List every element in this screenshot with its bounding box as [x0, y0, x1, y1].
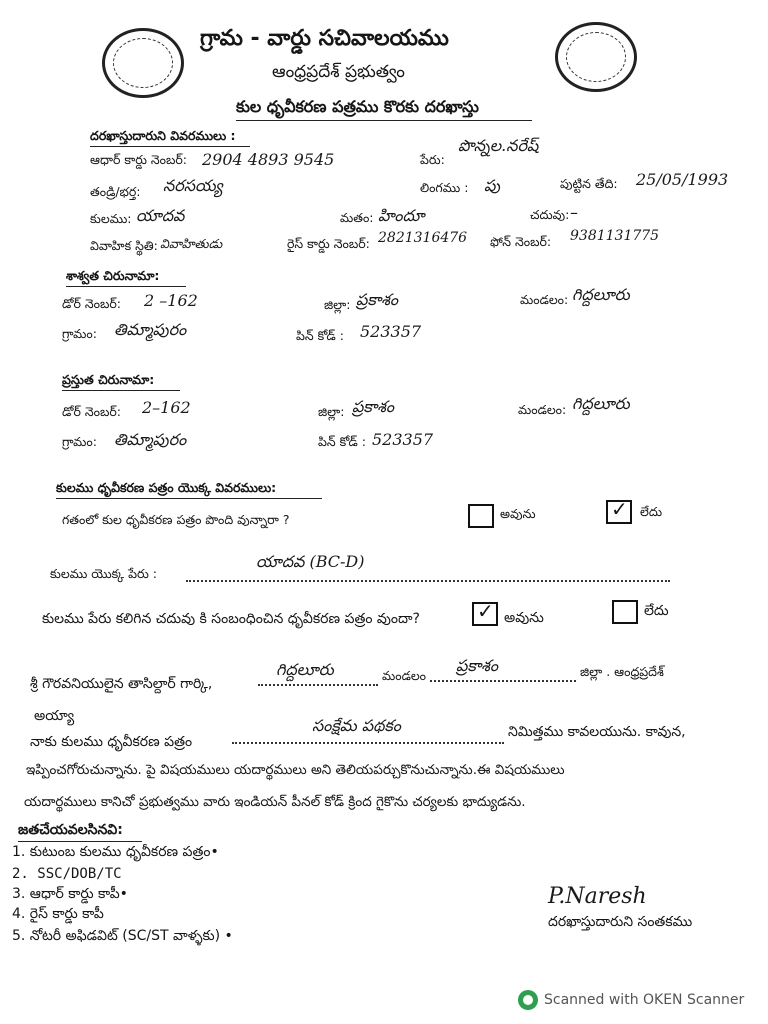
caste-name-label: కులము యొక్క పేరు : [50, 566, 157, 581]
addressee-mandal-dots [258, 684, 378, 686]
applicant-signature: P.Naresh [548, 884, 647, 909]
caste-label: కులము: [90, 211, 132, 226]
addressee-district-value: ప్రకాశం [456, 656, 499, 675]
caste-name-value: యాదవ (BC-D) [256, 552, 365, 571]
addressee-district-label: జిల్లా . ఆంధ్రప్రదేశ్ [580, 664, 664, 679]
permanent-village-label: గ్రామం: [62, 326, 97, 341]
attachment-item: 5. నోటరీ అఫిడవిట్ (SC/ST వాళ్ళకు) • [12, 928, 233, 944]
permanent-door-label: డోర్ నెంబర్: [62, 296, 121, 311]
aadhar-value: 2904 4893 9545 [202, 150, 335, 169]
present-mandal-label: మండలం: [518, 402, 567, 417]
purpose-dotted-line [232, 742, 504, 744]
marital-value: వివాహితుడు [160, 236, 223, 251]
attachments-heading-underline [18, 841, 142, 842]
permanent-pin-value: 523357 [360, 322, 422, 341]
dob-label: పుట్టిన తేది: [560, 176, 618, 191]
signature-label: దరఖాస్తుదారుని సంతకము [548, 914, 693, 930]
attachments-heading: జతచేయవలసినవి: [18, 822, 123, 838]
permanent-door-value: 2 –162 [144, 291, 198, 310]
caste-value: యాదవ [136, 206, 185, 225]
attachment-item: 4. రైస్ కార్డు కాపీ [12, 906, 104, 922]
attachment-item: 1. కుటుంబ కులము ధృవీకరణ పత్రం• [12, 844, 219, 860]
form-title-underline [236, 120, 532, 121]
present-district-value: ప్రకాశం [352, 397, 395, 416]
form-title: కుల ధృవీకరణ పత్రము కొరకు దరఖాస్తు [236, 97, 479, 116]
oken-scanner-logo-icon [518, 990, 538, 1010]
header-subtitle: ఆంధ్రప్రదేశ్ ప్రభుత్వం [272, 62, 405, 82]
addressee-mandal-label: మండలం [382, 668, 427, 683]
present-address-heading: ప్రస్తుత చిరునామా: [62, 372, 155, 387]
purpose-value: సంక్షేమ పథకం [312, 716, 401, 735]
addressee-mandal-value: గిద్దలూరు [276, 660, 334, 679]
q1-yes-checkbox[interactable] [468, 504, 494, 528]
q1-no-label: లేదు [640, 504, 663, 519]
religion-label: మతం: [340, 210, 374, 225]
certificate-heading: కులము ధృవీకరణ పత్రం యొక్క వివరములు: [56, 480, 277, 495]
ration-value: 2821316476 [378, 230, 468, 246]
applicant-heading: దరఖాస్తుదారుని వివరములు : [90, 128, 236, 143]
permanent-mandal-label: మండలం: [520, 292, 569, 307]
gender-label: లింగము : [420, 180, 469, 195]
q2-no-checkbox[interactable] [612, 600, 638, 624]
permanent-district-label: జిల్లా: [324, 297, 351, 312]
aadhar-label: ఆధార్ కార్డు నెంబర్: [90, 152, 188, 167]
q1-yes-label: అవును [500, 506, 536, 521]
father-label: తండ్రి/భర్త: [90, 184, 141, 199]
ap-government-seal-left [102, 28, 184, 98]
marital-label: వివాహిక స్థితి: [90, 238, 158, 253]
education-certificate-question: కులము పేరు కలిగిన చదువు కి సంబంధించిన ధృవీకరణ పత్రం వుందా? [42, 611, 420, 627]
addressee-line: శ్రీ గౌరవనియులైన తాసిల్దార్ గార్కి, [30, 676, 213, 692]
permanent-village-value: తిమ్మాపురం [114, 320, 187, 339]
phone-value: 9381131775 [570, 228, 660, 244]
certificate-heading-underline [56, 498, 322, 499]
check-mark-icon: ✓ [611, 497, 628, 521]
attachment-item: 3. ఆధార్ కార్డు కాపీ• [12, 886, 128, 902]
permanent-district-value: ప్రకాశం [356, 290, 399, 309]
ration-label: రైస్ కార్డు నెంబర్: [287, 236, 370, 251]
letter-line2: ఇప్పించగోరుచున్నాను. పై విషయములు యదార్థములు అని తెలియపర్చుకొనుచున్నాను.ఈ విషయములు [26, 762, 565, 778]
letter-line3: యదార్థములు కానిచో ప్రభుత్వము వారు ఇండియన్ పీనల్ కోడ్ క్రింద గైకొను చర్యలకు భాద్యుడను. [24, 794, 526, 810]
attachment-item: 2. SSC/DOB/TC [12, 866, 122, 882]
applicant-heading-underline [90, 146, 250, 147]
present-village-value: తిమ్మాపురం [114, 430, 187, 449]
name-value: పొన్నల.నరేష్ [458, 136, 539, 155]
present-address-underline [62, 390, 180, 391]
gender-value: పు [484, 176, 500, 195]
present-door-label: డోర్ నెంబర్: [62, 404, 121, 419]
father-value: నరసయ్య [163, 176, 223, 195]
caste-name-dotted-line [186, 580, 670, 582]
present-village-label: గ్రామం: [62, 434, 97, 449]
check-mark-icon-2: ✓ [477, 599, 494, 623]
present-mandal-value: గిద్దలూరు [572, 394, 630, 413]
present-door-value: 2–162 [142, 398, 191, 417]
q2-no-label: లేదు [644, 603, 669, 619]
permanent-address-underline [66, 286, 186, 287]
letter-line1-suffix: నిమిత్తము కావలయును. కావున, [508, 724, 686, 740]
permanent-mandal-value: గిద్దలూరు [572, 285, 630, 304]
dob-value: 25/05/1993 [636, 170, 729, 189]
addressee-district-dots [430, 680, 576, 682]
present-pin-label: పిన్ కోడ్ : [318, 434, 366, 449]
permanent-pin-label: పిన్ కోడ్ : [296, 328, 344, 343]
education-label: చదువు: [530, 207, 570, 222]
scanner-watermark-text: Scanned with OKEN Scanner [544, 992, 745, 1008]
religion-value: హిందూ [378, 206, 425, 225]
ap-government-seal-right [555, 22, 637, 92]
present-district-label: జిల్లా: [318, 404, 345, 419]
phone-label: ఫోన్ నెంబర్: [490, 234, 552, 249]
q2-yes-label: అవును [504, 610, 544, 626]
header-title: గ్రామ - వార్డు సచివాలయము [200, 26, 449, 51]
education-value: – [570, 203, 578, 222]
letter-line1-prefix: నాకు కులము ధృవీకరణ పత్రం [30, 734, 193, 750]
permanent-address-heading: శాశ్వత చిరునామా: [66, 268, 160, 283]
salutation-ayya: అయ్యా [34, 708, 75, 724]
previous-certificate-question: గతంలో కుల ధృవీకరణ పత్రం పొంది వున్నారా ? [62, 512, 290, 527]
name-label: పేరు: [420, 152, 445, 167]
present-pin-value: 523357 [372, 430, 434, 449]
